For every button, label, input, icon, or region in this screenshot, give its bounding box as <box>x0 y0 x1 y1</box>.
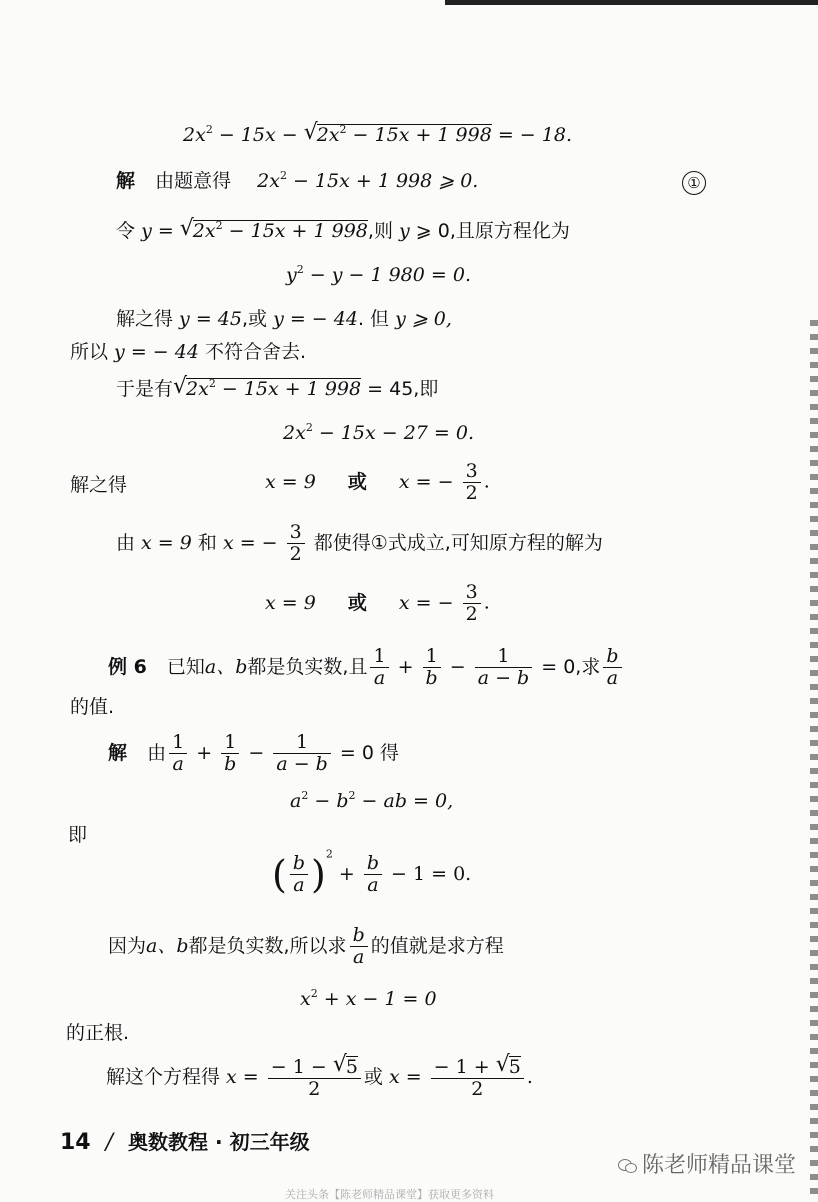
denominator: 2 <box>465 482 478 504</box>
page-number: 14 <box>60 1130 91 1155</box>
text: 解之得 <box>116 308 180 330</box>
separator: / <box>105 1130 114 1155</box>
equation-y: $y^2 - y - 1$ 980 = 0. <box>286 263 471 286</box>
term: − 15x − 27 = 0. <box>312 422 475 444</box>
denominator: 2 <box>465 603 478 625</box>
term: x = 9 <box>141 532 192 554</box>
numerator: 1 <box>273 733 331 754</box>
text: 所以 <box>70 341 115 363</box>
term: x = <box>226 1066 265 1088</box>
term: − <box>242 742 271 764</box>
term: y = − 44 <box>273 308 358 330</box>
numerator: 1 <box>475 647 533 668</box>
final-solution-line <box>106 1056 533 1099</box>
term: 2x <box>186 378 209 400</box>
text: 和 <box>191 532 223 554</box>
because-line <box>108 926 504 967</box>
numerator: 1 <box>370 647 388 668</box>
term: 2x <box>316 124 340 146</box>
term: − 15x − <box>212 124 304 146</box>
text: 于是有 <box>116 378 174 400</box>
solution-line-1: 解 由题意得 $2x^2 - 15x + 1$ 998 ⩾ 0. <box>116 169 479 192</box>
solve-x-result <box>265 462 490 503</box>
term: y <box>286 264 297 286</box>
term: + <box>332 863 361 885</box>
text: ,或 <box>241 308 274 330</box>
final-x-line <box>265 583 490 624</box>
text: 解之得 <box>70 474 128 496</box>
denominator: a <box>373 667 386 689</box>
equation-ab: $a^2 - b^2$ − ab = 0, <box>290 789 454 812</box>
reject-line <box>70 343 306 362</box>
term: − 15x + 1 998 <box>222 220 368 242</box>
text: 都使得①式成立,可知原方程的解为 <box>307 532 603 554</box>
watermark-text: 陈老师精品课堂 <box>642 1153 797 1178</box>
term: − 15x + 1 998 <box>346 124 492 146</box>
term: − 1 + <box>433 1056 496 1078</box>
ji-text: 即 <box>68 824 88 846</box>
numerator: 3 <box>463 462 481 483</box>
term: 2x <box>283 422 306 444</box>
term: 2x <box>183 124 206 146</box>
bottom-note: 关注头条【陈老师精品课堂】获取更多资料 <box>285 1188 494 1201</box>
term: 2x <box>257 170 280 192</box>
example-6-tail: 的值. <box>70 696 115 718</box>
marker-1: ① <box>682 171 706 195</box>
text: 不符合舍去. <box>198 341 307 363</box>
text: ⩾ 0,且原方程化为 <box>409 220 570 242</box>
term: 5 <box>345 1056 358 1078</box>
text: 都是负实数,所以求 <box>188 935 347 957</box>
denominator: b <box>224 753 237 775</box>
denominator: a − b <box>276 753 328 775</box>
text: 解这个方程得 <box>106 1066 227 1088</box>
term: = <box>151 220 180 242</box>
term: = − 18. <box>491 124 572 146</box>
numerator: b <box>290 854 308 875</box>
solve-y-line <box>116 310 452 329</box>
text: ,则 <box>367 220 399 242</box>
example-6-line <box>108 647 625 688</box>
substitution-line: 令 y = √ $2x^2 - 15x + 1$ 998,则 y ⩾ 0,且原方程化为 <box>116 220 570 241</box>
equation-x: $x^2 + x - 1 = 0$ <box>300 987 437 1010</box>
text: 因为 <box>108 935 147 957</box>
text: 令 <box>116 220 136 242</box>
term: y <box>141 220 152 242</box>
numerator: 3 <box>463 583 481 604</box>
numerator: 1 <box>221 733 239 754</box>
watermark <box>618 1148 796 1179</box>
text: = 45,即 <box>361 378 439 400</box>
text: 由题意得 <box>155 170 232 192</box>
term: y = 45 <box>179 308 242 330</box>
text: = 0 得 <box>333 742 399 764</box>
thus-line: 于是有√ $2x^2 - 15x + 1$ 998 = 45,即 <box>116 378 438 399</box>
book-title: 奥数教程 · 初三年级 <box>128 1130 310 1154</box>
text: 的值就是求方程 <box>370 935 504 957</box>
term: + <box>391 656 420 678</box>
denominator: a <box>352 946 365 968</box>
term: + <box>190 742 219 764</box>
term: − y − 1 980 = 0. <box>303 264 471 286</box>
denominator: a <box>172 753 184 775</box>
solution-label: 解 <box>108 742 128 764</box>
denominator: a <box>293 874 305 896</box>
term: x = − <box>222 532 284 554</box>
term: + x − 1 = 0 <box>317 988 437 1010</box>
text: . 但 <box>357 308 396 330</box>
term: − ab = 0, <box>355 790 454 812</box>
term: 2x <box>192 220 216 242</box>
scan-edge <box>810 320 818 1200</box>
term: . <box>483 591 490 614</box>
term: − 15x + 1 998 ⩾ 0. <box>286 170 479 192</box>
term: . <box>483 470 490 493</box>
equation-ratio: ( $\frac{b}{a}$ )$^2$ + $\frac{b}{a}$ − 1 = 0. <box>272 847 472 897</box>
denominator: b <box>425 667 438 689</box>
text: 由 <box>116 532 142 554</box>
solution-label: 解 <box>116 170 136 192</box>
denominator: a <box>367 874 379 896</box>
term: x = − <box>398 471 460 493</box>
term: − <box>443 656 472 678</box>
numerator: b <box>603 647 621 668</box>
term: a <box>290 790 302 812</box>
denominator: 2 <box>308 1078 321 1100</box>
denominator: 2 <box>471 1078 484 1100</box>
numerator: 3 <box>287 523 305 544</box>
example-label: 例 6 <box>108 656 147 678</box>
both-line <box>116 523 603 564</box>
term: a、b <box>146 935 189 957</box>
term: − b <box>308 790 349 812</box>
text: 已知 <box>166 656 205 678</box>
term: − 1 = 0. <box>385 863 472 885</box>
term: − 1 − <box>270 1056 333 1078</box>
term: x = <box>388 1066 428 1088</box>
term: . <box>526 1066 533 1088</box>
term: 5 <box>508 1056 521 1078</box>
solution-6-line <box>108 733 399 774</box>
term: y ⩾ 0, <box>395 308 452 330</box>
equation-marker <box>682 171 706 195</box>
equation-quadratic: $2x^2 - 15x - 27 = 0$. <box>283 421 475 444</box>
numerator: 1 <box>423 647 441 668</box>
numerator: b <box>364 854 382 875</box>
term: y = − 44 <box>114 341 199 363</box>
denominator: a <box>606 667 619 689</box>
term: x <box>300 988 311 1010</box>
term: a、b <box>204 656 248 678</box>
term: x = − <box>398 592 460 614</box>
equation-original: $2x^2 - 15x$ − √ $2x^2 - 15x + 1$ 998 = − 18. <box>183 124 572 145</box>
text: 都是负实数,且 <box>247 656 368 678</box>
text: 或 <box>347 471 367 493</box>
denominator: 2 <box>289 543 302 565</box>
text: 由 <box>147 742 167 764</box>
term: x = 9 <box>265 471 316 493</box>
denominator: a − b <box>477 667 530 689</box>
numerator: b <box>350 926 368 947</box>
text: 或 <box>363 1066 389 1088</box>
top-rule <box>445 0 818 5</box>
term: y <box>399 220 410 242</box>
wechat-icon <box>618 1157 638 1175</box>
term: x = 9 <box>265 592 316 614</box>
text: = 0,求 <box>535 656 601 678</box>
text: 或 <box>347 592 367 614</box>
numerator: 1 <box>169 733 187 754</box>
solve-x-line <box>70 476 127 495</box>
term: − 15x + 1 998 <box>215 378 362 400</box>
positive-root-text: 的正根. <box>66 1022 130 1044</box>
page-footer <box>60 1126 310 1155</box>
